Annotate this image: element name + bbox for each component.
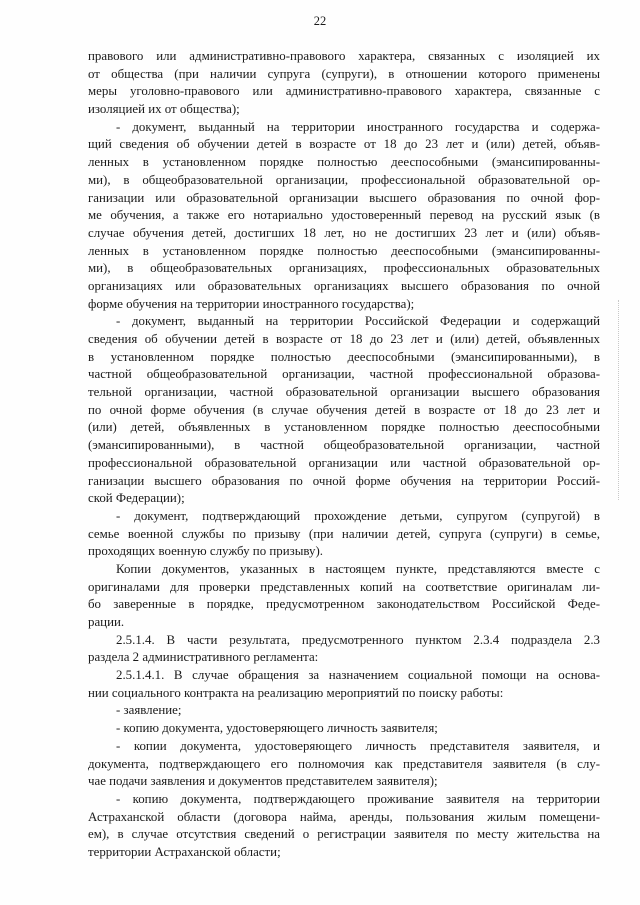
text-line: нии социального контракта на реализацию мероприятий по поиску работы: — [88, 685, 504, 700]
scan-margin-mark — [618, 300, 623, 500]
text-line: - копию документа, удостоверяющего личность заявителя; — [116, 721, 438, 736]
document-body — [88, 48, 600, 862]
text-line: проходящих военную службу по призыву). — [88, 544, 323, 559]
text-line: меры уголовно-правового или административно-правового характера, связанные с — [88, 84, 600, 99]
text-line: раздела 2 административного регламента: — [88, 650, 319, 665]
text-line: ганизации или образовательной организации высшего образования по очной фор- — [88, 190, 600, 205]
text-line: Астраханской области (договора найма, аренды, пользования жилым помещени- — [88, 809, 600, 824]
text-line: ми), в общеобразовательных организациях, профессиональных образовательных — [88, 261, 600, 276]
text-line: - копию документа, подтверждающего проживание заявителя на территории — [116, 791, 600, 806]
text-line: 2.5.1.4. В части результата, предусмотренного пунктом 2.3.4 подраздела 2.3 — [116, 632, 600, 647]
text-line: правового или административно-правового характера, связанных с изоляцией их — [88, 49, 600, 63]
text-line: ми), в общеобразовательной организации, профессиональной образовательной ор- — [88, 172, 600, 187]
text-line: - копии документа, удостоверяющего личность представителя заявителя, и — [116, 738, 600, 753]
text-line: организациях или образовательных организациях высшего образования по очной — [88, 278, 600, 293]
text-line: - документ, подтверждающий прохождение детьми, супругом (супругой) в — [116, 508, 600, 523]
text-line: рации. — [88, 615, 125, 629]
text-line: семье военной службы по призыву (при наличии детей, супруга (супруги) в семье, — [88, 526, 600, 541]
text-line: по очной форме обучения (в случае обучения детей в возрасте от 18 до 23 лет и — [88, 402, 600, 417]
text-line: (эмансипированными), в частной общеобразовательной организации, частной — [88, 438, 600, 453]
text-line: тельной организации, частной образовательной организации высшего образования — [88, 385, 600, 400]
text-line: от общества (при наличии супруга (супруги), в отношении которого применены — [88, 66, 600, 81]
text-line: Копии документов, указанных в настоящем пункте, представляются вместе с — [116, 561, 600, 576]
text-line: бо заверенные в порядке, предусмотренном законодательством Российской Феде- — [88, 597, 600, 612]
text-line: ганизации высшего образования по очной форме обучения на территории Россий- — [88, 473, 600, 488]
text-line: ской Федерации); — [88, 491, 185, 506]
text-line: - заявление; — [116, 703, 182, 718]
text-line: сведения об обучении детей в возрасте от 18 до 23 лет и (или) детей, объявленных — [88, 332, 600, 346]
text-line: ленных в установленном порядке полностью дееспособными (эмансипированны- — [88, 155, 600, 170]
text-line: документа, подтверждающего его полномочия как представителя заявителя (в слу- — [88, 756, 600, 771]
text-line: ме обучения, а также его нотариально удостоверенный перевод на русский язык (в — [88, 208, 600, 223]
text-line: ленных в установленном порядке полностью дееспособными (эмансипированны- — [88, 243, 600, 258]
text-line: форме обучения на территории иностранного государства); — [88, 296, 415, 311]
text-line: территории Астраханской области; — [88, 844, 281, 859]
text-line: 2.5.1.4.1. В случае обращения за назначением социальной помощи на основа- — [116, 668, 600, 683]
text-line: профессиональной образовательной организации или частной образовательной ор- — [88, 455, 600, 470]
text-line: случае обучения детей, достигших 18 лет, но не достигших 23 лет и (или) объяв- — [88, 225, 600, 240]
text-line: чае подачи заявления и документов представителем заявителя); — [88, 774, 438, 789]
text-line: щий сведения об обучении детей в возрасте от 18 до 23 лет и (или) детей, объяв- — [88, 137, 600, 152]
text-line: ем), в случае отсутствия сведений о регистрации заявителя по месту жительства на — [88, 827, 600, 842]
text-line: - документ, выданный на территории Российской Федерации и содержащий — [116, 314, 600, 329]
text-line: изоляцией их от общества); — [88, 102, 240, 117]
text-line: (или) детей, объявленных в установленном порядке полностью дееспособными — [88, 420, 600, 435]
page-number: 22 — [313, 14, 327, 28]
text-line: частной общеобразовательной организации, частной профессиональной образова- — [88, 367, 600, 382]
text-line: оригиналами для проверки представленных копий на соответствие оригиналам ли- — [88, 579, 600, 594]
text-line: - документ, выданный на территории иностранного государства и содержа- — [116, 119, 600, 134]
text-line: в установленном порядке полностью дееспособными (эмансипированными), в — [88, 349, 600, 364]
